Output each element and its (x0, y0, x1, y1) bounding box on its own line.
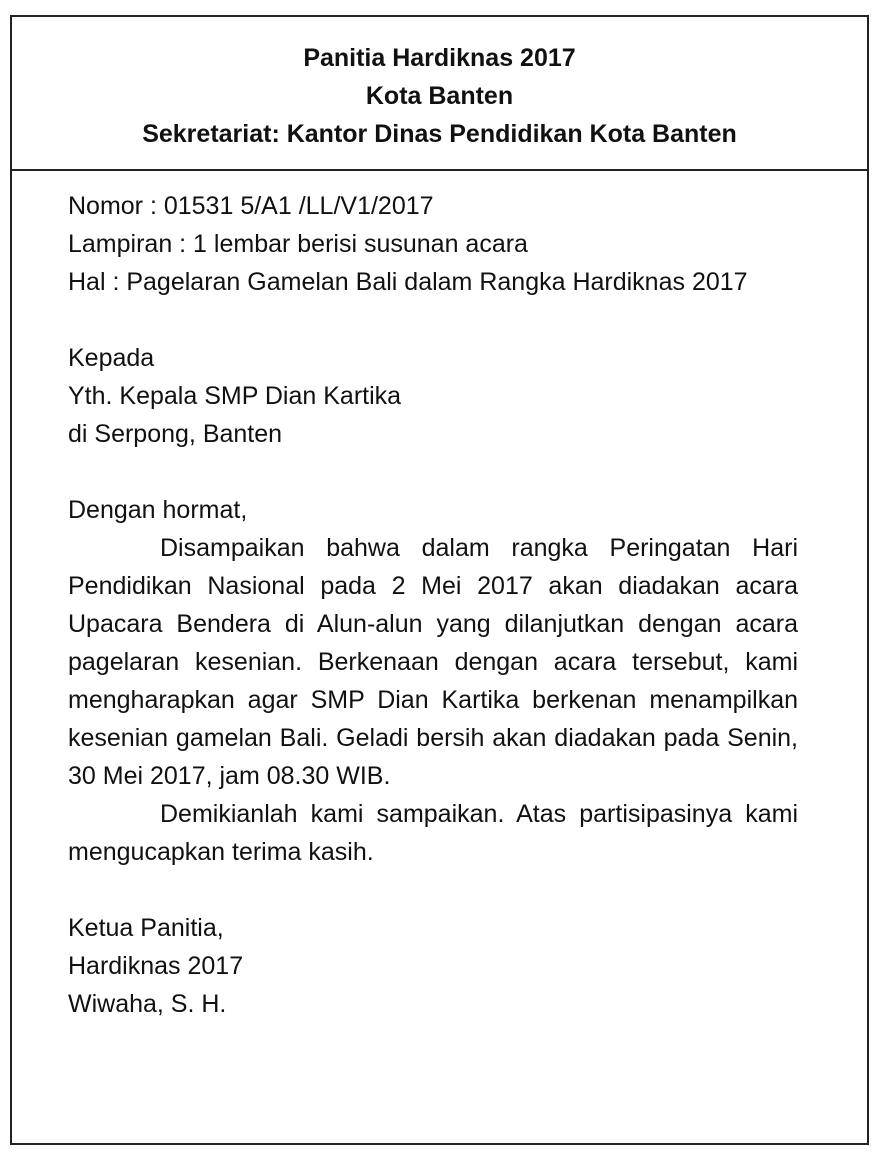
recipient-name: Yth. Kepala SMP Dian Kartika (68, 382, 402, 410)
letter-header (12, 17, 867, 171)
spacer (68, 871, 798, 909)
signature-title: Ketua Panitia, (68, 914, 224, 942)
spacer (68, 301, 798, 339)
letter-body (68, 187, 798, 1023)
signature-name: Wiwaha, S. H. (68, 990, 227, 1018)
header-city: Kota Banten (365, 82, 514, 110)
signature-org: Hardiknas 2017 (68, 952, 244, 980)
header-secretariat: Sekretariat: Kantor Dinas Pendidikan Kota Banten (142, 120, 737, 148)
salutation: Dengan hormat, (68, 496, 248, 524)
letter-attachment: Lampiran : 1 lembar berisi susunan acara (68, 230, 528, 258)
body-paragraph-1: Disampaikan bahwa dalam rangka Peringatan Hari Pendidikan Nasional pada 2 Mei 2017 akan diadakan acara Upacara Bendera di Alun-alun yang dilanjutkan dengan acara pagelaran kesenian. Berkenaan dengan acara tersebut, kami mengharapkan agar SMP Dian Kartika berkenan menampilkan kesenian gamelan Bali. Geladi bersih akan diadakan pada Senin, 30 Mei 2017, jam 08.30 WIB. (68, 534, 798, 790)
letter-subject: Hal : Pagelaran Gamelan Bali dalam Rangka Hardiknas 2017 (68, 268, 748, 296)
recipient-to: Kepada (68, 344, 155, 372)
letter-number: Nomor : 01531 5/A1 /LL/V1/2017 (68, 192, 434, 220)
header-committee: Panitia Hardiknas 2017 (303, 44, 576, 72)
body-paragraph-2: Demikianlah kami sampaikan. Atas partisipasinya kami mengucapkan terima kasih. (68, 800, 798, 866)
spacer (68, 453, 798, 491)
letter-frame (10, 15, 869, 1145)
recipient-location: di Serpong, Banten (68, 420, 283, 448)
